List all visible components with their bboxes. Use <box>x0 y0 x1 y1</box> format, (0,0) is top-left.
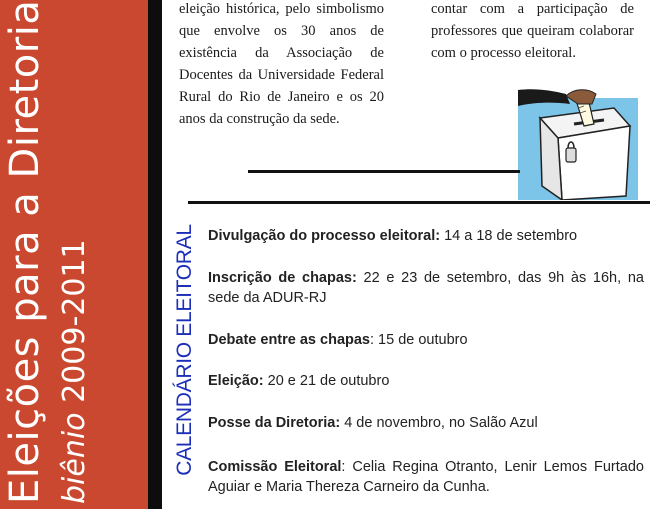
calendar-top-rule <box>188 201 650 204</box>
calendar-item-value: 22 e 23 de setembro, das 9h às 16h, na sede da ADUR-RJ <box>208 270 644 306</box>
calendar-item <box>208 330 644 350</box>
article-separator-short <box>248 170 520 173</box>
article-left-column: eleição histórica, pelo simbolismo que envolve os 30 anos de existência da Associação de Docentes da Universidade Federal Rural do Rio de Janeiro e os 20 anos da construção da sede. <box>179 1 384 127</box>
banner-subtitle <box>55 4 95 504</box>
calendar-item <box>208 268 644 308</box>
sidebar-divider <box>148 0 162 509</box>
vertical-title-block <box>0 0 149 504</box>
ballot-box-illustration <box>518 78 638 200</box>
banner-subtitle-italic: biênio <box>57 412 92 504</box>
calendar-item-value: 20 e 21 de outubro <box>263 373 390 389</box>
calendar-item-value: : Celia Regina Otranto, Lenir Lemos Furtado Aguiar e Maria Thereza Carneiro da Cunha. <box>208 459 644 495</box>
sidebar-banner <box>0 0 148 509</box>
calendar-item-value: : 15 de outubro <box>370 332 468 348</box>
calendar-item-label: Posse da Diretoria: <box>208 415 341 431</box>
article-right-column: contar com a participação de professores que queiram colaborar com o processo eleitoral. <box>431 1 634 61</box>
calendar-heading: CALENDÁRIO ELEITORAL <box>173 224 196 476</box>
banner-subtitle-years: 2009-2011 <box>57 239 92 403</box>
calendar-item-value: 14 a 18 de setembro <box>440 228 578 244</box>
calendar-item-label: Inscrição de chapas: <box>208 270 357 286</box>
calendar-item <box>208 457 644 497</box>
calendar-item-label: Eleição: <box>208 373 264 389</box>
calendar-item-label: Divulgação do processo eleitoral: <box>208 228 441 244</box>
calendar-item <box>208 371 644 391</box>
banner-title: Eleições para a Diretoria <box>2 0 48 504</box>
calendar-item <box>208 226 644 246</box>
calendar-item <box>208 413 644 433</box>
calendar-item-label: Comissão Eleitoral <box>208 459 342 475</box>
calendar-item-value: 4 de novembro, no Salão Azul <box>340 415 538 431</box>
calendar-item-label: Debate entre as chapas <box>208 332 370 348</box>
